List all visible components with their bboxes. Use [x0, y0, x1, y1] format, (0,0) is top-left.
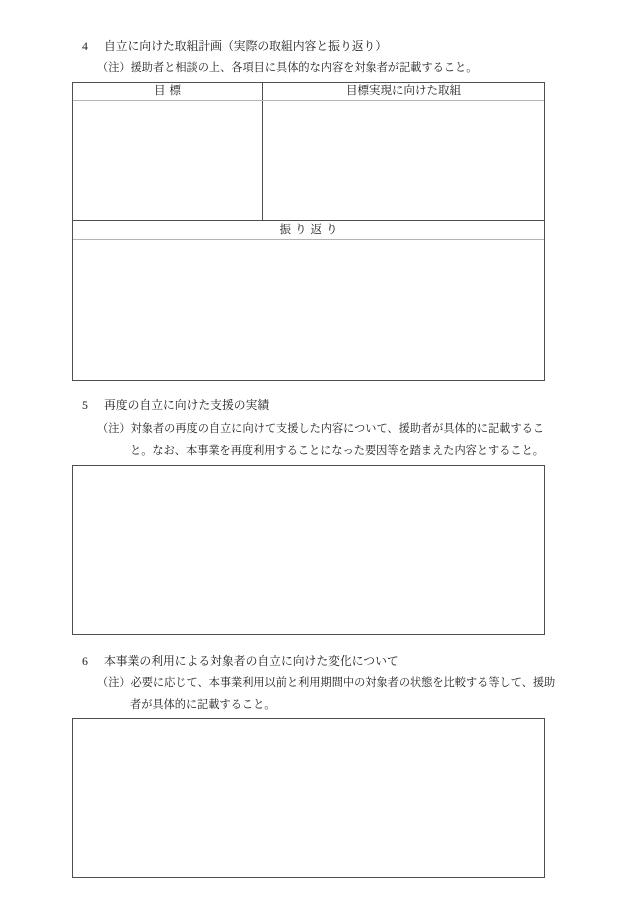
- action-header-cell: [263, 83, 544, 100]
- section-6-heading: [82, 654, 399, 669]
- review-input-cell[interactable]: [73, 240, 544, 380]
- action-header-label: 目標実現に向けた取組: [346, 85, 461, 97]
- action-input-cell[interactable]: [263, 101, 544, 220]
- section-5-note-line-2: と。なお、本事業を再度利用することになった要因等を踏まえた内容とすること。: [130, 445, 544, 457]
- support-record-input-box[interactable]: [72, 465, 545, 635]
- section-5-heading: [82, 398, 269, 413]
- section-4-number: 4: [82, 39, 88, 53]
- change-description-input-box[interactable]: [72, 718, 545, 878]
- goal-input-cell[interactable]: [73, 101, 263, 220]
- section-6-note-line-2: 者が具体的に記載すること。: [130, 699, 276, 711]
- plan-table-input-row: [73, 101, 544, 221]
- section-5-note-line-1: （注）対象者の再度の自立に向けて支援した内容について、援助者が具体的に記載するこ: [97, 423, 545, 435]
- section-5-title: 再度の自立に向けた支援の実績: [104, 398, 270, 412]
- goal-header-label: 目標: [154, 85, 185, 97]
- section-6-title: 本事業の利用による対象者の自立に向けた変化について: [104, 654, 399, 668]
- goal-header-cell: [73, 83, 263, 100]
- review-header-row: [73, 221, 544, 240]
- section-6-note-line-1: （注）必要に応じて、本事業利用以前と利用期間中の対象者の状態を比較する等して、援助: [97, 677, 556, 689]
- section-6-number: 6: [82, 654, 88, 668]
- review-header-label: 振り返り: [279, 223, 342, 236]
- section-4-title: 自立に向けた取組計画（実際の取組内容と振り返り）: [104, 39, 388, 53]
- plan-table: [72, 82, 545, 381]
- section-5-number: 5: [82, 398, 88, 412]
- section-4-heading: [82, 39, 387, 54]
- section-4-note: （注）援助者と相談の上、各項目に具体的な内容を対象者が記載すること。: [97, 62, 478, 74]
- plan-table-header-row: [73, 83, 544, 101]
